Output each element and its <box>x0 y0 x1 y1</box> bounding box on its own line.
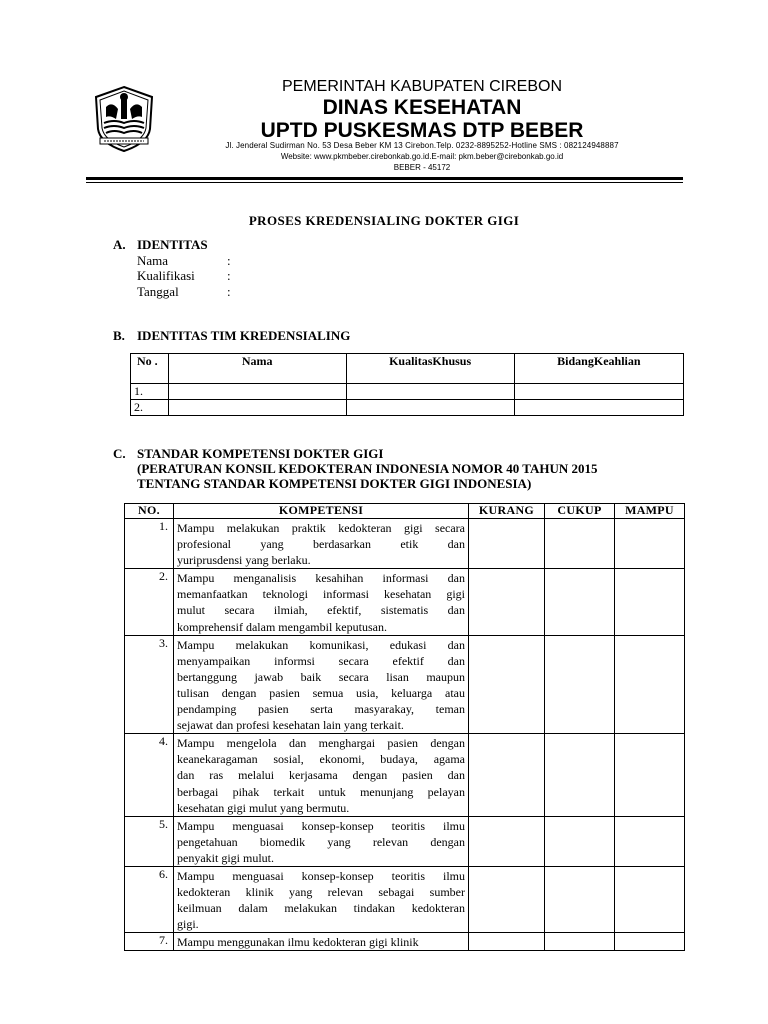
column-header-kompetensi: KOMPETENSI <box>174 504 469 519</box>
competency-line: kesehatan gigi mulut yang bermutu. <box>177 800 350 815</box>
competency-table <box>124 503 685 951</box>
competency-line: dan ras melalui kerjasama dengan pasien dan <box>177 768 465 783</box>
competency-line: yuriprusdensi yang berlaku. <box>177 553 311 568</box>
table-header-row <box>131 354 684 384</box>
rating-cell-kurang[interactable] <box>469 635 545 734</box>
rating-cell-cukup[interactable] <box>545 866 615 932</box>
government-name: PEMERINTAH KABUPATEN CIREBON <box>281 78 563 95</box>
field-colon: : <box>227 268 231 283</box>
document-title: PROSES KREDENSIALING DOKTER GIGI <box>248 213 520 228</box>
rating-cell-mampu[interactable] <box>615 734 685 816</box>
rating-cell-mampu[interactable] <box>615 635 685 734</box>
competency-line: bertanggung jawab baik secara lisan maupun <box>177 669 465 684</box>
rating-cell-cukup[interactable] <box>545 816 615 866</box>
field-label: Nama <box>137 253 169 268</box>
rating-cell-cukup[interactable] <box>545 635 615 734</box>
field-label: Tanggal <box>137 284 179 299</box>
column-header-bidang: BidangKeahlian <box>514 354 683 384</box>
column-header-mampu: MAMPU <box>615 504 685 519</box>
competency-text <box>174 933 469 951</box>
table-row <box>131 400 684 416</box>
column-header-kurang: KURANG <box>469 504 545 519</box>
table-cell[interactable] <box>346 400 514 416</box>
competency-line: sejawat dan profesi kesehatan lain yang terkait. <box>177 718 404 733</box>
table-cell[interactable] <box>346 384 514 400</box>
row-number: 4. <box>125 734 174 816</box>
table-row <box>125 816 685 866</box>
competency-line: menyampaikan informsi secara efektif dan <box>177 653 465 668</box>
competency-line: Mampu mengelola dan menghargai pasien dengan <box>177 736 465 751</box>
row-number: 2. <box>125 569 174 635</box>
competency-text <box>174 734 469 816</box>
section-title: IDENTITAS <box>137 237 208 252</box>
competency-line: mulut secara ilmiah, efektif, sistematis dan <box>177 603 465 618</box>
rating-cell-kurang[interactable] <box>469 734 545 816</box>
competency-line: Mampu melakukan praktik kedokteran gigi secara <box>177 521 465 535</box>
row-number: 2. <box>131 400 169 416</box>
column-header-nama: Nama <box>168 354 346 384</box>
table-row <box>131 384 684 400</box>
team-table <box>130 353 684 416</box>
competency-line: kedokteran klinik yang relevan sebagai sumber <box>177 885 465 900</box>
competency-line: gigi. <box>177 917 199 932</box>
column-header-kualitas: KualitasKhusus <box>346 354 514 384</box>
competency-line: tulisan dengan pasien semua usia, keluarga atau <box>177 685 465 700</box>
institution-name: UPTD PUSKESMAS DTP BEBER <box>260 119 584 142</box>
row-number: 5. <box>125 816 174 866</box>
rating-cell-kurang[interactable] <box>469 866 545 932</box>
row-number: 1. <box>125 519 174 569</box>
table-row <box>125 933 685 951</box>
contact-line: Website: www.pkmbeber.cirebonkab.go.id.E-mail: pkm.beber@cirebonkab.go.id <box>280 152 564 161</box>
row-number: 7. <box>125 933 174 951</box>
address-line: Jl. Jenderal Sudirman No. 53 Desa Beber KM 13 Cirebon.Telp. 0232-8895252-Hotline SMS : 082124948887 <box>225 141 619 150</box>
row-number: 6. <box>125 866 174 932</box>
competency-line: profesional yang berdasarkan etik dan <box>177 537 465 552</box>
rating-cell-kurang[interactable] <box>469 816 545 866</box>
rating-cell-mampu[interactable] <box>615 933 685 951</box>
agency-name: DINAS KESEHATAN <box>322 96 522 119</box>
rating-cell-kurang[interactable] <box>469 933 545 951</box>
competency-line: Mampu menganalisis kesahihan informasi dan <box>177 571 465 586</box>
row-number: 3. <box>125 635 174 734</box>
rating-cell-kurang[interactable] <box>469 569 545 635</box>
competency-line: komprehensif dalam mengambil keputusan. <box>177 619 387 634</box>
regulation-reference: (PERATURAN KONSIL KEDOKTERAN INDONESIA NOMOR 40 TAHUN 2015 <box>137 461 598 476</box>
competency-text <box>174 569 469 635</box>
competency-line: Mampu menggunakan ilmu kedokteran gigi klinik <box>177 935 419 950</box>
competency-line: Mampu menguasai konsep-konsep teoritis ilmu <box>177 868 465 883</box>
section-letter: C. <box>113 446 126 461</box>
rating-cell-cukup[interactable] <box>545 734 615 816</box>
header-divider-thick <box>86 177 683 180</box>
rating-cell-mampu[interactable] <box>615 866 685 932</box>
competency-text <box>174 816 469 866</box>
field-colon: : <box>227 253 231 268</box>
rating-cell-kurang[interactable] <box>469 519 545 569</box>
table-cell[interactable] <box>514 384 683 400</box>
competency-line: berbagai pihak terkait untuk menunjang pelayan <box>177 784 465 799</box>
competency-line: memanfaatkan teknologi informasi kesehatan gigi <box>177 587 465 602</box>
cirebon-regency-emblem-icon <box>92 85 156 153</box>
rating-cell-cukup[interactable] <box>545 933 615 951</box>
rating-cell-cukup[interactable] <box>545 519 615 569</box>
rating-cell-cukup[interactable] <box>545 569 615 635</box>
section-letter: B. <box>113 328 125 343</box>
field-label: Kualifikasi <box>137 268 195 283</box>
header-divider-thin <box>86 182 683 183</box>
rating-cell-mampu[interactable] <box>615 519 685 569</box>
competency-text <box>174 519 469 569</box>
table-row <box>125 635 685 734</box>
table-row <box>125 569 685 635</box>
table-cell[interactable] <box>168 384 346 400</box>
competency-line: keilmuan dalam melakukan tindakan kedokteran <box>177 901 465 916</box>
competency-line: keanekaragaman sosial, ekonomi, budaya, agama <box>177 752 465 767</box>
competency-line: Mampu menguasai konsep-konsep teoritis ilmu <box>177 818 465 833</box>
rating-cell-mampu[interactable] <box>615 816 685 866</box>
section-title: STANDAR KOMPETENSI DOKTER GIGI <box>137 446 384 461</box>
column-header-cukup: CUKUP <box>545 504 615 519</box>
regulation-subject: TENTANG STANDAR KOMPETENSI DOKTER GIGI INDONESIA) <box>137 476 532 491</box>
table-cell[interactable] <box>514 400 683 416</box>
rating-cell-mampu[interactable] <box>615 569 685 635</box>
field-colon: : <box>227 284 231 299</box>
competency-line: pendamping pasien serta masyarakay, teman <box>177 702 465 717</box>
postal-line: BEBER - 45172 <box>393 163 451 172</box>
table-row <box>125 734 685 816</box>
competency-line: penyakit gigi mulut. <box>177 850 274 865</box>
section-letter: A. <box>113 237 126 252</box>
table-header-row <box>125 504 685 519</box>
section-title: IDENTITAS TIM KREDENSIALING <box>137 328 351 343</box>
column-header-no: NO. <box>125 504 174 519</box>
competency-line: pengetahuan biomedik yang relevan dengan <box>177 834 465 849</box>
table-cell[interactable] <box>168 400 346 416</box>
table-row <box>125 866 685 932</box>
competency-text <box>174 866 469 932</box>
table-row <box>125 519 685 569</box>
competency-text <box>174 635 469 734</box>
row-number: 1. <box>131 384 169 400</box>
competency-line: Mampu melakukan komunikasi, edukasi dan <box>177 637 465 652</box>
column-header-no: No . <box>131 354 169 384</box>
